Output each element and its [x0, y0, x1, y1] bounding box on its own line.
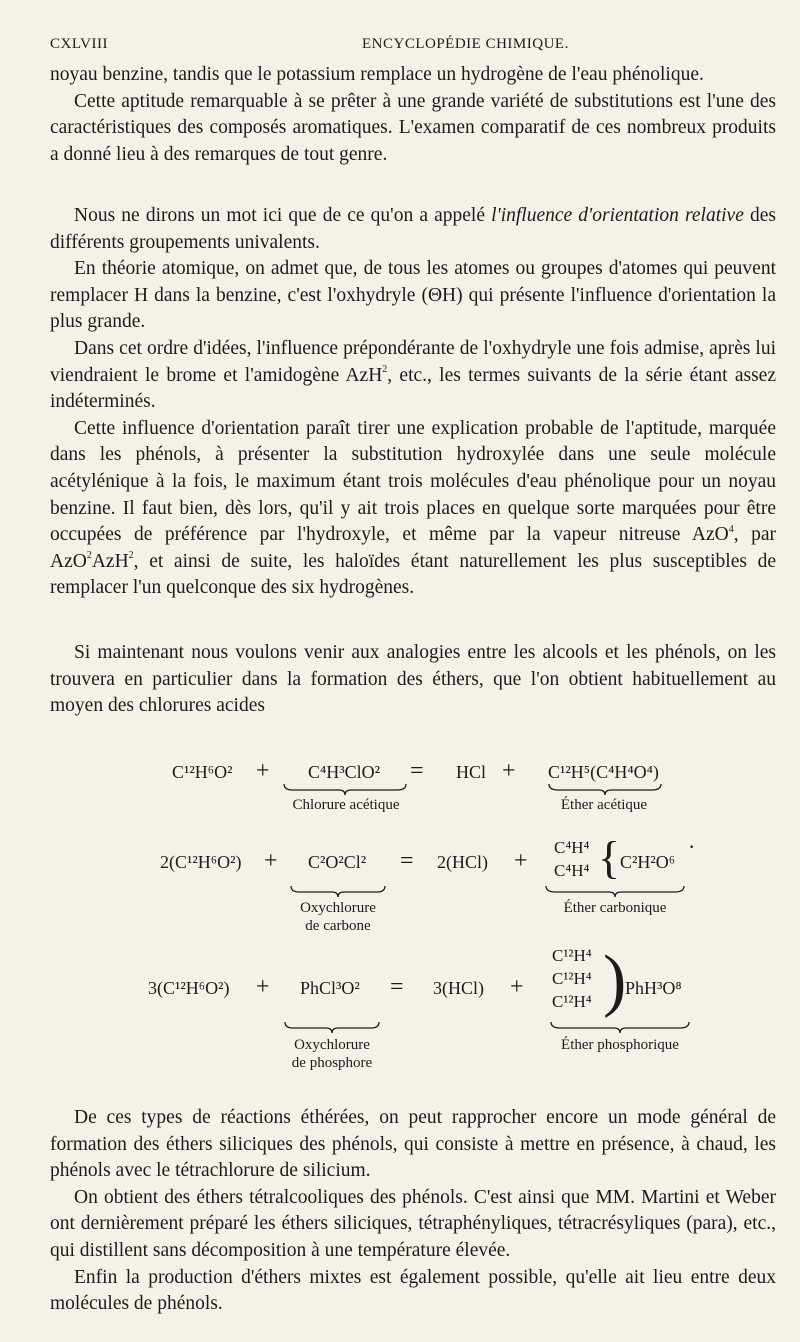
radical-stack: C¹²H⁴ C¹²H⁴ C¹²H⁴: [552, 946, 592, 1011]
formula: HCl: [456, 762, 487, 782]
dot: ·: [688, 834, 696, 859]
equals-sign: =: [410, 758, 424, 784]
underbrace: [290, 884, 386, 898]
formula: C¹²H⁵(C⁴H⁴O⁴): [548, 762, 659, 782]
radical-stack: C⁴H⁴ C⁴H⁴: [554, 838, 590, 880]
formula: PhH³O⁸: [625, 978, 682, 998]
paragraph: Si maintenant nous voulons venir aux analogies entre les alcools et les phénols, on les trouvera en particulier dans la formation des éthers, que l'on obtient habituellement au moyen des chlorures acides: [50, 642, 776, 717]
plus-sign: +: [256, 758, 270, 784]
plus-sign: +: [502, 758, 516, 784]
equals-sign: =: [390, 974, 404, 1000]
paragraph: noyau benzine, tandis que le potassium remplace un hydrogène de l'eau phénolique.: [50, 64, 704, 85]
plus-sign: +: [264, 848, 278, 874]
underbrace: [283, 782, 407, 796]
page-number: CXLVIII: [50, 36, 108, 52]
compound-label: Chlorure acétique: [292, 797, 400, 813]
compound-label: de phosphore: [291, 1055, 373, 1071]
formula: 2(C¹²H⁶O²): [160, 852, 242, 872]
text-block-2: [50, 203, 776, 602]
paragraph: Cette influence d'orientation paraît tirer une explication probable de l'aptitude, marquée dans les phénols, à présenter la substitution hydroxylée dans une seule molécule acétylénique à la fois, le maximum étant trois molécules d'eau phénolique pour un noyau benzine. Il faut bien, dès lors, qu'il y ait trois places en quelque sorte marquées pour être occupées de préférence par l'hydroxyle, et même par la vapeur nitreuse AzO$^4$, par AzO$^2$AzH$^2$, et ainsi de suite, les haloïdes étant naturellement les plus susceptibles de remplacer l'un quelconque des six hydrogènes.: [50, 417, 777, 599]
paragraph: En théorie atomique, on admet que, de tous les atomes ou groupes d'atomes qui peuvent remplacer H dans la benzine, c'est l'oxhydryle (ΘH) qui présente l'influence d'orientation la plus grande.: [50, 258, 776, 333]
text-block-3: [50, 640, 776, 720]
paragraph: Nous ne dirons un mot ici que de ce qu'on a appelé l'influence d'orientation relative des différents groupements univalents.: [50, 205, 776, 253]
formula: C²H²O⁶: [620, 852, 676, 872]
paragraph: Cette aptitude remarquable à se prêter à une grande variété de substitutions est l'une des caractéristiques des composés aromatiques. L'examen comparatif de ces nombreux produits a donné lieu à des remarques de tout genre.: [50, 90, 776, 165]
running-title: ENCYCLOPÉDIE CHIMIQUE.: [362, 36, 569, 52]
curly-brace: {: [598, 832, 621, 883]
compound-label: Oxychlorure: [294, 1037, 370, 1053]
paragraph: Dans cet ordre d'idées, l'influence prépondérante de l'oxhydryle une fois admise, après lui viendraient le brome et l'amidogène AzH$^2$, etc., les termes suivants de la série étant assez indéterminés.: [50, 337, 776, 413]
plus-sign: +: [510, 974, 524, 1000]
underbrace: [545, 884, 685, 898]
compound-label: de carbone: [305, 918, 371, 934]
underbrace: [550, 1020, 690, 1034]
formula: C²O²Cl²: [308, 852, 367, 872]
paragraph: Enfin la production d'éthers mixtes est également possible, qu'elle ait lieu entre deux molécules de phénols.: [50, 1266, 776, 1315]
plus-sign: +: [256, 974, 270, 1000]
formula: 2(HCl): [437, 852, 488, 872]
formula: 3(HCl): [433, 978, 484, 998]
equals-sign: =: [400, 848, 414, 874]
text-block-4: [50, 1105, 776, 1318]
italic-term: l'influence d'orientation relative: [491, 205, 744, 226]
paragraph: On obtient des éthers tétralcooliques des phénols. C'est ainsi que MM. Martini et Weber ont dernièrement préparé les éthers siliciques, tétraphényliques, tétracrésyliques (para), etc., qui distillent sans décomposition à une température élevée.: [50, 1186, 776, 1261]
formula: 3(C¹²H⁶O²): [148, 978, 230, 998]
formula: C⁴H³ClO²: [308, 762, 381, 782]
compound-label: Éther carbonique: [563, 900, 667, 916]
compound-label: Oxychlorure: [300, 900, 376, 916]
compound-label: Éther acétique: [560, 797, 648, 813]
underbrace: [284, 1020, 380, 1034]
text-block-1: [50, 62, 776, 168]
underbrace: [548, 782, 662, 796]
curly-brace: ): [603, 942, 627, 1019]
formula: PhCl³O²: [300, 978, 360, 998]
formula: C¹²H⁶O²: [172, 762, 233, 782]
compound-label: Éther phosphorique: [561, 1037, 679, 1053]
plus-sign: +: [514, 848, 528, 874]
paragraph: De ces types de réactions éthérées, on peut rapprocher encore un mode général de formation des éthers siliciques des phénols, qui consiste à mettre en présence, à chaud, les phénols avec le tétrachlorure de silicium.: [50, 1107, 776, 1182]
